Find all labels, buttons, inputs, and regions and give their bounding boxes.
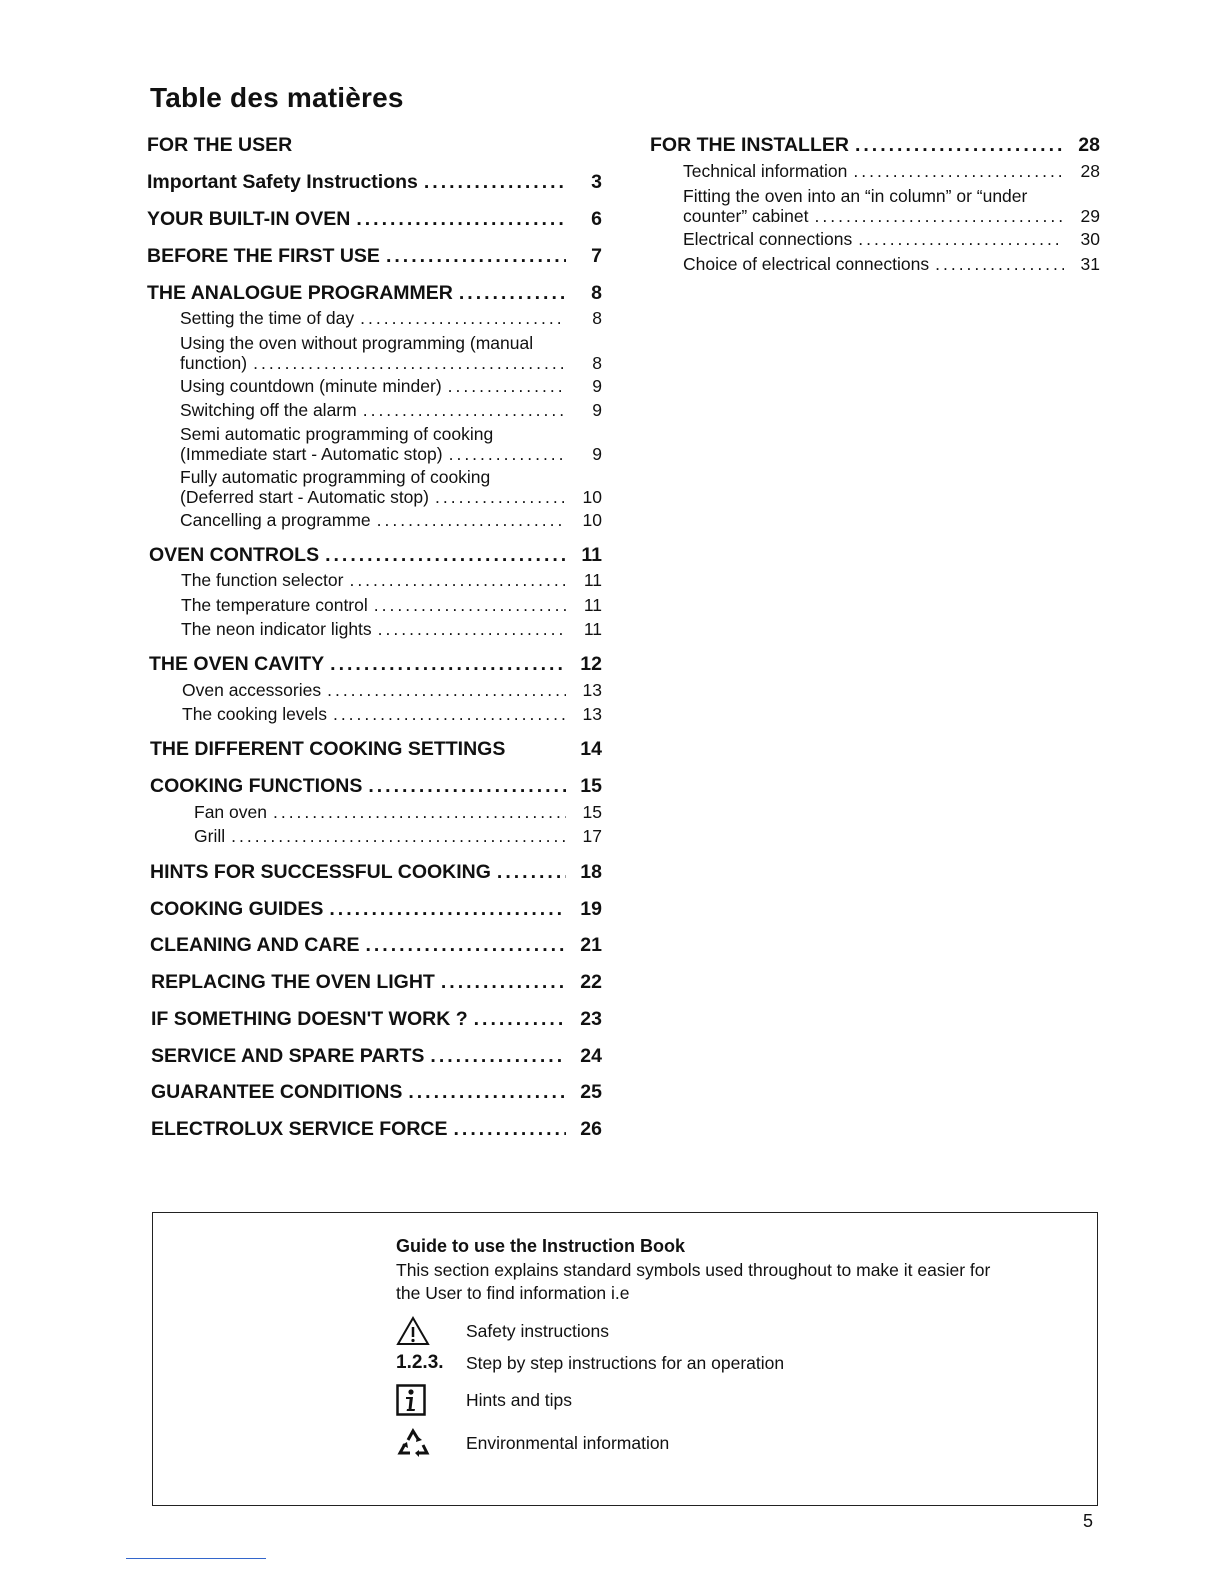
toc-entry: COOKING GUIDES ..... 19 (150, 898, 602, 920)
toc-entry: Important Safety Instructions ..... 3 (147, 171, 602, 193)
user-heading: FOR THE USER (147, 134, 293, 156)
toc-subentry: Fitting the oven into an “in column” or “under counter” cabinet ..... 29 (683, 186, 1100, 226)
recycle-icon (396, 1426, 466, 1460)
toc-subentry: Cancelling a programme ..... 10 (180, 510, 602, 530)
page-number: 5 (1083, 1511, 1094, 1531)
guide-description: This section explains standard symbols used throughout to make it easier for the User to find information i.e (396, 1260, 991, 1303)
toc-entry: IF SOMETHING DOESN'T WORK ? ..... 23 (151, 1008, 602, 1030)
toc-entry: SERVICE AND SPARE PARTS ..... 24 (151, 1045, 602, 1067)
toc-entry: YOUR BUILT-IN OVEN ..... 6 (147, 208, 602, 230)
toc-subentry: The neon indicator lights ..... 11 (181, 619, 602, 639)
info-i-icon (396, 1384, 466, 1416)
toc-subentry: Setting the time of day ..... 8 (180, 308, 602, 328)
toc-entry: COOKING FUNCTIONS ..... 15 (150, 775, 602, 797)
toc-subentry: Semi automatic programming of cooking (Immediate start - Automatic stop) ..... 9 (180, 424, 602, 464)
guide-item-safety: Safety instructions (396, 1314, 609, 1348)
toc-entry: GUARANTEE CONDITIONS ..... 25 (151, 1081, 602, 1103)
guide-item-hints: Hints and tips (396, 1383, 572, 1417)
toc-subentry: Oven accessories ..... 13 (182, 680, 602, 700)
toc-subentry: Electrical connections ..... 30 (683, 229, 1100, 249)
guide-item-steps: 1.2.3. Step by step instructions for an operation (396, 1352, 785, 1373)
toc-entry: THE OVEN CAVITY ..... 12 (149, 653, 602, 675)
page-title: Table des matières (150, 82, 404, 113)
toc-subentry: Switching off the alarm ..... 9 (180, 400, 602, 420)
toc-entry: REPLACING THE OVEN LIGHT ..... 22 (151, 971, 602, 993)
toc-entry: ELECTROLUX SERVICE FORCE ..... 26 (151, 1118, 602, 1140)
toc-subentry: The temperature control ..... 11 (181, 595, 602, 615)
toc-subentry: The function selector ..... 11 (181, 570, 602, 590)
toc-subentry: Choice of electrical connections ..... 31 (683, 254, 1100, 274)
toc-entry: CLEANING AND CARE ..... 21 (150, 934, 602, 956)
guide-box (152, 1212, 1098, 1506)
toc-entry: THE DIFFERENT COOKING SETTINGS 14 (150, 738, 602, 760)
toc-subentry: Fan oven ..... 15 (194, 802, 602, 822)
toc-entry: BEFORE THE FIRST USE ..... 7 (147, 245, 602, 267)
guide-title: Guide to use the Instruction Book (396, 1236, 686, 1256)
toc-subentry: Grill ..... 17 (194, 826, 602, 846)
toc-entry: THE ANALOGUE PROGRAMMER ..... 8 (147, 282, 602, 304)
toc-subentry: The cooking levels ..... 13 (182, 704, 602, 724)
toc-entry: HINTS FOR SUCCESSFUL COOKING ..... 18 (150, 861, 602, 883)
toc-entry: OVEN CONTROLS ..... 11 (149, 544, 602, 566)
step-numbers-symbol: 1.2.3. (396, 1352, 444, 1373)
toc-subentry: Fully automatic programming of cooking (Deferred start - Automatic stop) ..... 10 (180, 467, 602, 507)
guide-item-environment: Environmental information (396, 1426, 669, 1460)
warning-triangle-icon (396, 1316, 466, 1346)
toc-subentry: Using the oven without programming (manual function) ..... 8 (180, 333, 602, 373)
footer-rule (126, 1558, 266, 1559)
toc-subentry: Using countdown (minute minder) ..... 9 (180, 376, 602, 396)
toc-subentry: Technical information ..... 28 (683, 161, 1100, 181)
installer-heading: FOR THE INSTALLER ..... 28 (650, 134, 1100, 156)
